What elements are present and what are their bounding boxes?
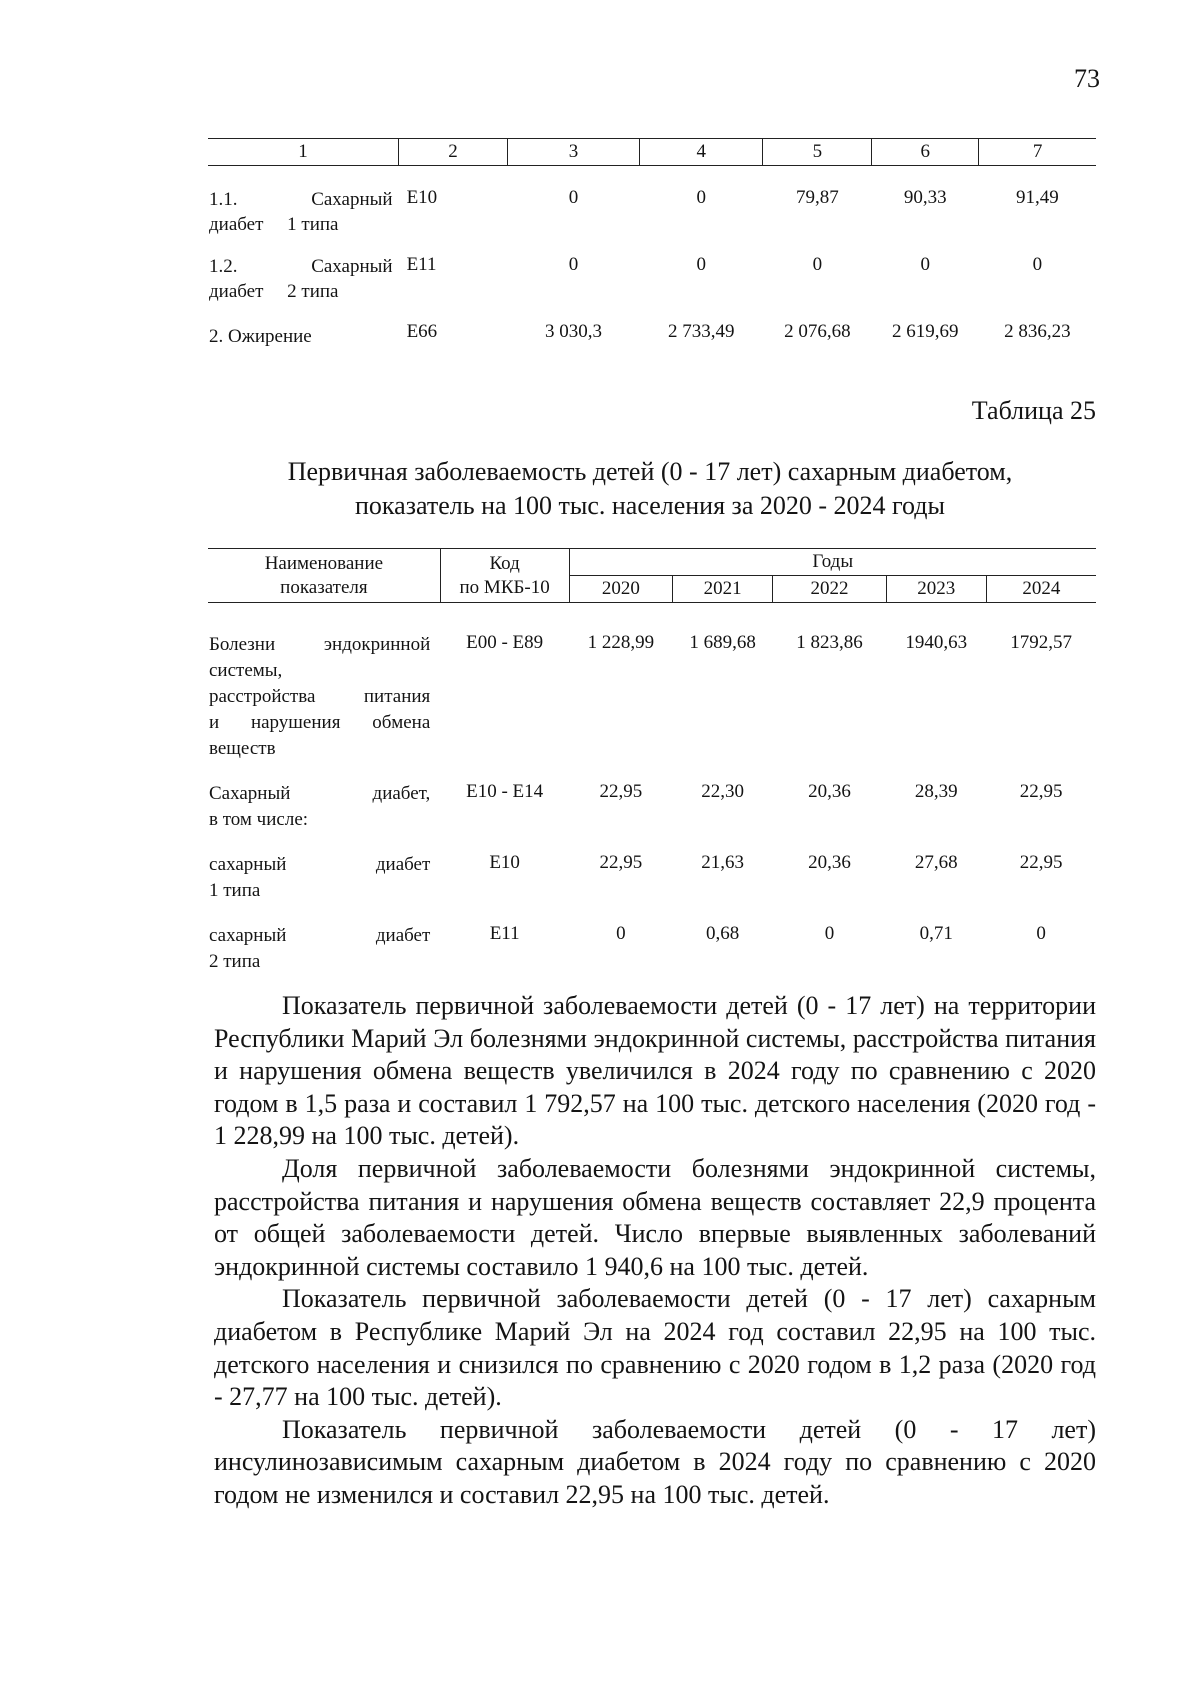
column-header-years: Годы: [569, 549, 1096, 576]
cell-value: 79,87: [796, 187, 839, 208]
column-header-year: 2023: [886, 576, 986, 603]
row-name: Сахарный диабет, в том числе:: [209, 783, 431, 830]
row-code: E11: [406, 254, 437, 275]
cell-value: 0: [812, 254, 823, 275]
row-code: E66: [406, 321, 438, 342]
row-code: E10: [406, 187, 438, 208]
cell-value: 0: [1036, 923, 1046, 944]
table-row: [208, 851, 1096, 922]
column-number: 7: [979, 139, 1096, 166]
cell-value: 0: [696, 254, 706, 275]
cell-value: 0: [920, 254, 930, 275]
cell-value: 22,95: [1019, 781, 1063, 802]
cell-value: 28,39: [914, 781, 958, 802]
column-header-code: Код по МКБ-10: [440, 549, 569, 603]
cell-value: 0: [824, 923, 835, 944]
table-row: [208, 253, 1096, 320]
cell-value: 1 689,68: [689, 632, 756, 653]
row-code: E10 - E14: [466, 781, 544, 802]
cell-value: 0: [1032, 254, 1043, 275]
table-row: [208, 780, 1096, 851]
column-number: 3: [507, 139, 639, 166]
paragraph: Доля первичной заболеваемости болезнями эндокринной системы, расстройства питания и нарушения обмена веществ составляет 22,9 процента от общей заболеваемости детей. Число впервые выявленных заболеваний эндокринной системы составило 1 940,6 на 100 тыс. детей.: [214, 1153, 1096, 1281]
row-code: E10: [489, 852, 520, 873]
row-code: E11: [489, 923, 520, 944]
table-label: Таблица 25: [971, 396, 1096, 425]
row-code: E00 - E89: [466, 632, 544, 653]
column-header-year: 2021: [673, 576, 773, 603]
body-text: [214, 990, 1096, 1512]
cell-value: 2 733,49: [667, 321, 735, 342]
cell-value: 90,33: [903, 187, 947, 208]
row-name: Болезни эндокринной системы, расстройства питания и нарушения обмена веществ: [209, 634, 431, 759]
table-row: [208, 320, 1096, 350]
cell-value: 22,95: [599, 852, 643, 873]
cell-value: 0,68: [706, 923, 740, 944]
column-header-name: Наименование показателя: [208, 549, 440, 603]
cell-value: 1940,63: [905, 632, 968, 653]
cell-value: 91,49: [1015, 187, 1059, 208]
cell-value: 0: [568, 187, 579, 208]
cell-value: 21,63: [701, 852, 745, 873]
cell-value: 22,95: [1019, 852, 1063, 873]
cell-value: 1 228,99: [587, 632, 655, 653]
paragraph: Показатель первичной заболеваемости детей (0 - 17 лет) на территории Республики Марий Эл болезнями эндокринной системы, расстройства питания и нарушения обмена веществ увеличился в 2024 году по сравнению с 2020 годом в 1,5 раза и составил 1 792,57 на 100 тыс. детского населения (2020 год - 1 228,99 на 100 тыс. детей).: [214, 991, 1096, 1151]
cell-value: 0,71: [919, 923, 953, 944]
cell-value: 0: [568, 254, 579, 275]
paragraph: Показатель первичной заболеваемости детей (0 - 17 лет) сахарным диабетом в Республике Марий Эл на 2024 год составил 22,95 на 100 тыс. детского населения и снизился по сравнению с 2020 годом в 1,2 раза (2020 год - 27,77 на 100 тыс. детей).: [214, 1284, 1096, 1412]
continuation-table: [208, 138, 1096, 350]
row-name: 1.2. Сахарный диабет 2 типа: [209, 256, 393, 302]
page-number: 73: [1074, 64, 1100, 93]
cell-value: 27,68: [914, 852, 958, 873]
paragraph: Показатель первичной заболеваемости детей (0 - 17 лет) инсулинозависимым сахарным диабетом в 2024 году по сравнению с 2020 годом не изменился и составил 22,95 на 100 тыс. детей.: [214, 1414, 1096, 1509]
table-title-line: Первичная заболеваемость детей (0 - 17 лет) сахарным диабетом,: [287, 457, 1013, 486]
row-name: 2. Ожирение: [209, 326, 312, 347]
table-row: [208, 631, 1096, 780]
cell-value: 22,30: [701, 781, 745, 802]
table-row: [208, 922, 1096, 993]
cell-value: 3 030,3: [544, 321, 602, 342]
table-header-row: [208, 549, 1096, 576]
column-number: 2: [399, 139, 508, 166]
column-number: 1: [208, 139, 399, 166]
cell-value: 2 076,68: [784, 321, 851, 342]
table-title-line: показатель на 100 тыс. населения за 2020 - 2024 годы: [355, 491, 945, 520]
cell-value: 20,36: [808, 852, 851, 873]
continuation-table-header: [208, 139, 1096, 166]
cell-value: 22,95: [599, 781, 643, 802]
table-title: [200, 455, 1100, 523]
cell-value: 0: [616, 923, 626, 944]
column-header-year: 2024: [986, 576, 1096, 603]
table-row: [208, 186, 1096, 253]
column-header-year: 2020: [569, 576, 673, 603]
column-number: 4: [639, 139, 763, 166]
cell-value: 1792,57: [1010, 632, 1072, 653]
column-number: 6: [872, 139, 979, 166]
cell-value: 1 823,86: [796, 632, 863, 653]
morbidity-table: [208, 548, 1096, 993]
cell-value: 0: [696, 187, 706, 208]
cell-value: 20,36: [808, 781, 851, 802]
row-name: сахарный диабет 2 типа: [209, 925, 431, 972]
column-number: 5: [763, 139, 872, 166]
row-name: 1.1. Сахарный диабет 1 типа: [209, 189, 393, 235]
row-name: сахарный диабет 1 типа: [209, 854, 431, 901]
cell-value: 2 836,23: [1004, 321, 1071, 342]
cell-value: 2 619,69: [892, 321, 959, 342]
column-header-year: 2022: [773, 576, 887, 603]
